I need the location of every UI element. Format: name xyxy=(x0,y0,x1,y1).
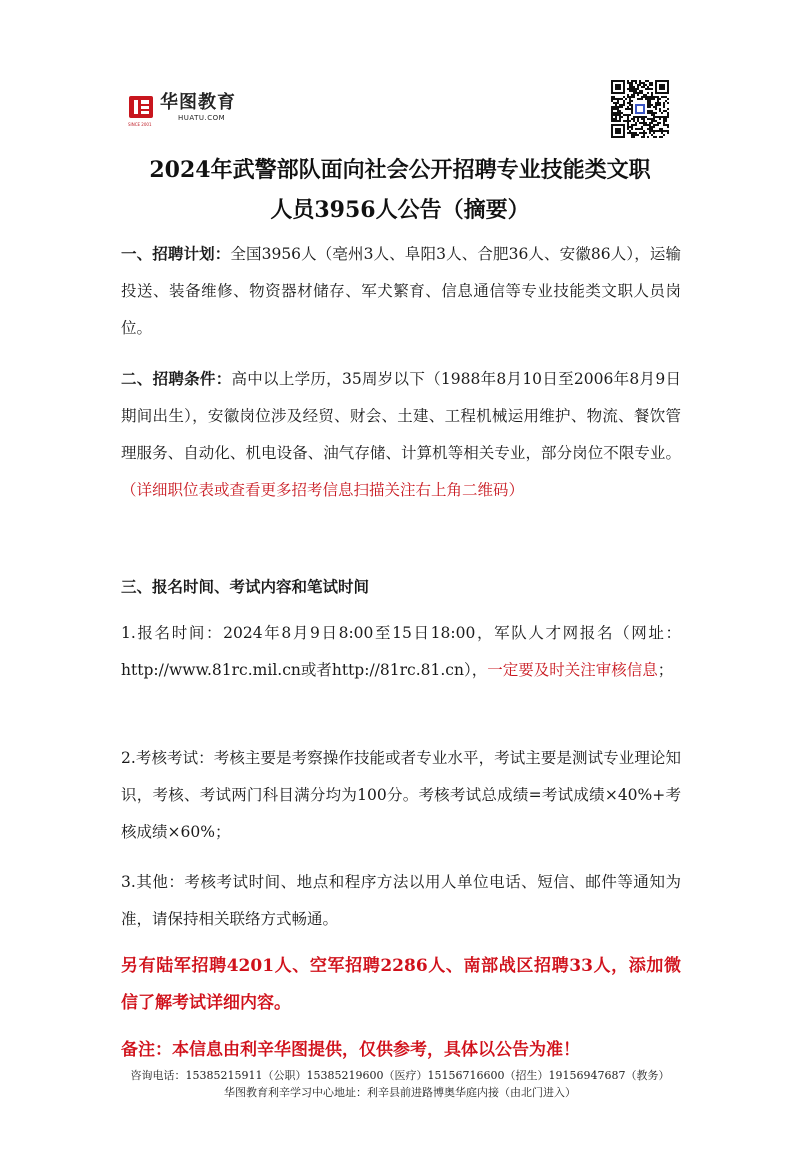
section-conditions-heading: 二、招聘条件： xyxy=(121,369,232,388)
item-registration-red-note: 一定要及时关注审核信息 xyxy=(487,661,658,679)
brand-since: SINCE 2001 xyxy=(128,122,152,127)
huatu-logo-icon xyxy=(128,92,158,122)
section-conditions xyxy=(121,360,681,509)
brand-domain: HUATU.COM xyxy=(178,114,226,122)
item-registration-tail: ； xyxy=(657,661,674,679)
footer-address: 华图教育利辛学习中心地址：利辛县前进路博奥华庭内接（由北门进入） xyxy=(224,1086,576,1099)
section-plan-heading: 一、招聘计划： xyxy=(121,244,231,263)
page-title-line1: 2024年武警部队面向社会公开招聘专业技能类文职 xyxy=(149,157,651,183)
qr-code-icon[interactable] xyxy=(611,80,669,138)
disclaimer-note: 备注：本信息由利辛华图提供，仅供参考，具体以公告为准！ xyxy=(121,1040,580,1060)
section-schedule-heading: 三、报名时间、考试内容和笔试时间 xyxy=(121,577,370,596)
section-plan-text: 全国3956人（亳州3人、阜阳3人、合肥36人、安徽86人），运输投送、装备维修、物资器材储存、军犬繁育、信息通信等专业技能类文职人员岗位。 xyxy=(121,245,681,337)
promo-text: 另有陆军招聘4201人、空军招聘2286人、南部战区招聘33人，添加微信了解考试详细内容。 xyxy=(121,956,681,1013)
item-registration xyxy=(121,615,681,689)
item-exam: 2.考核考试：考核主要是考察操作技能或者专业水平，考试主要是测试专业理论知识，考核、考试两门科目满分均为100分。考核考试总成绩=考试成绩×40%+考核成绩×60%； xyxy=(121,749,682,841)
item-other: 3.其他：考核考试时间、地点和程序方法以用人单位电话、短信、邮件等通知为准，请保持相关联络方式畅通。 xyxy=(121,873,681,928)
section-conditions-red-note: （详细职位表或查看更多招考信息扫描关注右上角二维码） xyxy=(121,481,525,499)
item-registration-text: 1.报名时间：2024年8月9日8:00至15日18:00，军队人才网报名（网址：http://www.81rc.mil.cn或者http://81rc.81.cn）， xyxy=(121,624,681,679)
huatu-logo xyxy=(128,92,248,126)
footer-contact: 咨询电话：15385215911（公职）15385219600（医疗）15156716600（招生）19156947687（教务） xyxy=(130,1069,670,1082)
section-conditions-text: 高中以上学历，35周岁以下（1988年8月10日至2006年8月9日期间出生），安徽岗位涉及经贸、财会、土建、工程机械运用维护、物流、餐饮管理服务、自动化、机电设备、油气存储、计算机等相关专业，部分岗位不限专业。 xyxy=(121,370,681,462)
page-title-line2: 人员3956人公告（摘要） xyxy=(270,197,530,223)
section-plan xyxy=(121,235,681,347)
brand-name: 华图教育 xyxy=(160,92,236,113)
